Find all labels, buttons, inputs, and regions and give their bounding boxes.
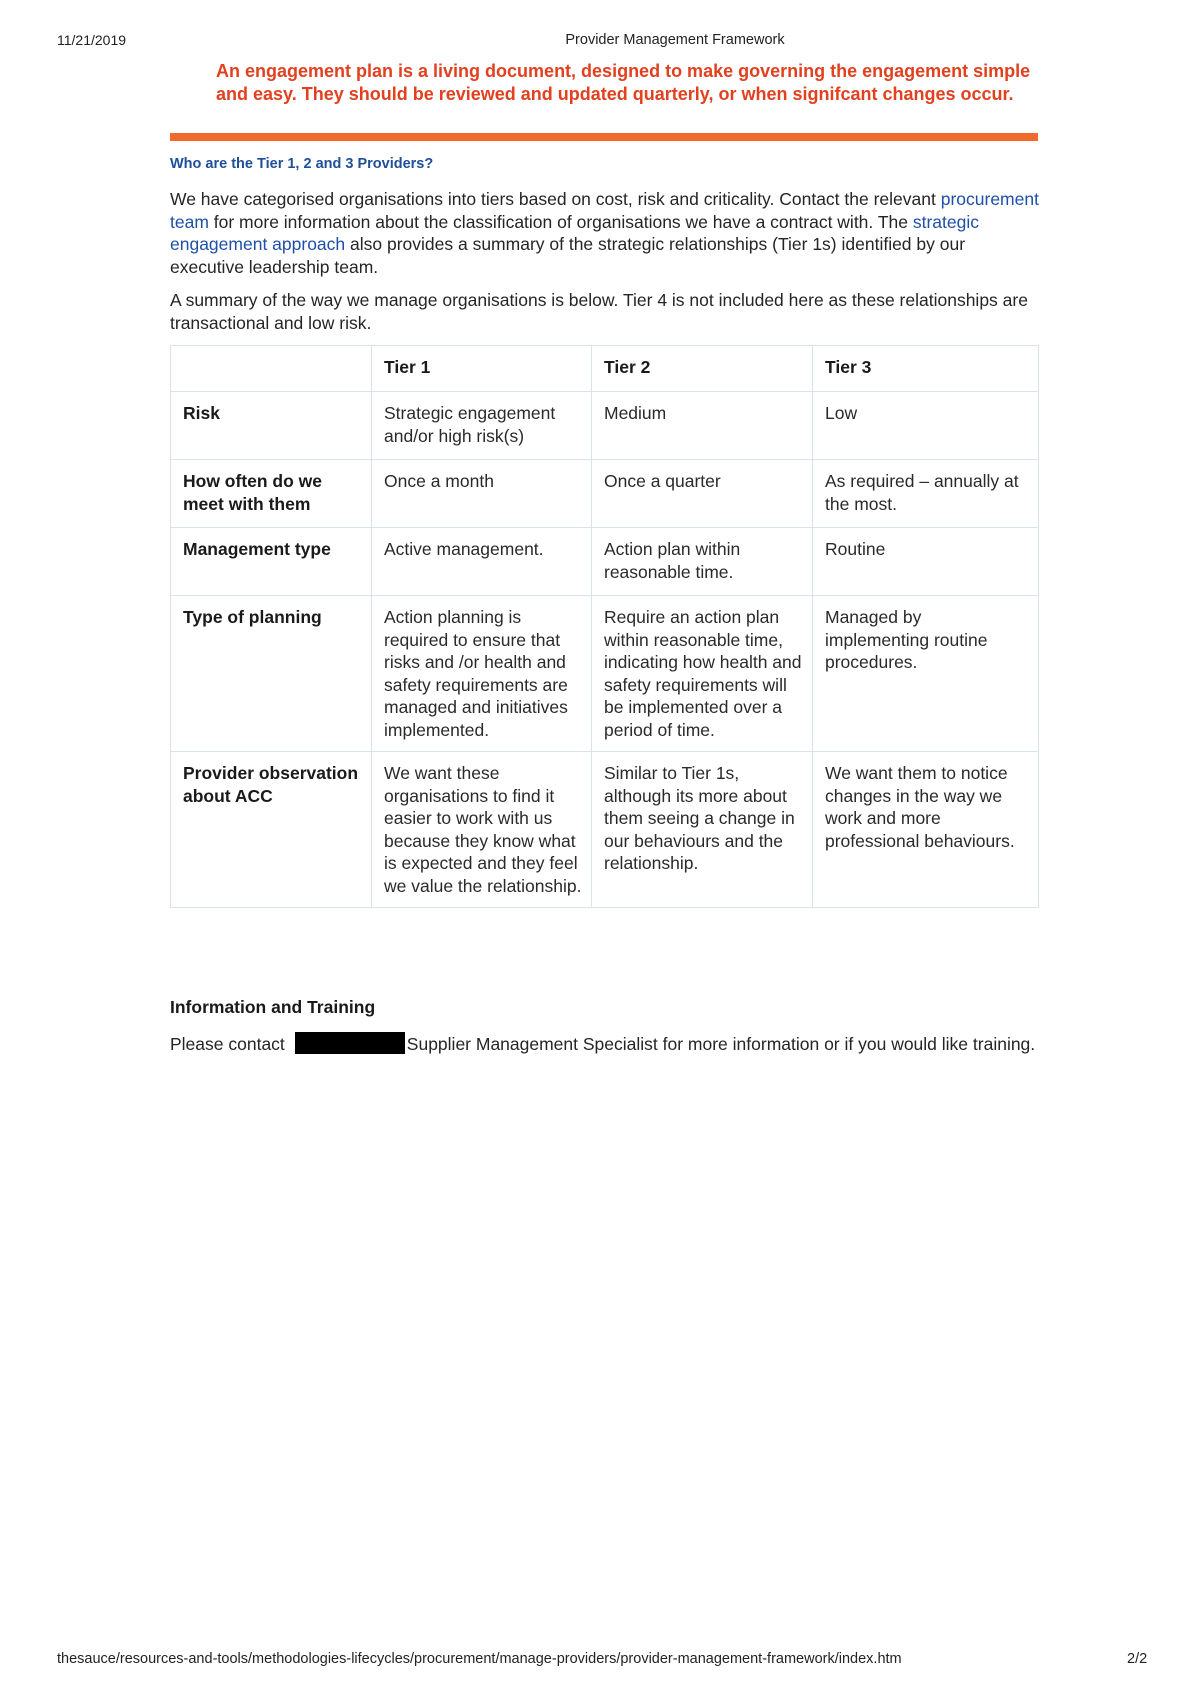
table-cell: Similar to Tier 1s, although its more about them seeing a change in our behaviours and the relationship. (592, 752, 813, 908)
procurement-team-link[interactable]: procurement team (170, 189, 1039, 232)
table-cell: We want them to notice changes in the way we work and more professional behaviours. (813, 752, 1039, 908)
callout-divider (170, 133, 1038, 141)
table-cell: Require an action plan within reasonable time, indicating how health and safety requirements will be implemented over a period of time. (592, 596, 813, 752)
strategic-engagement-link[interactable]: strategic engagement approach (170, 211, 979, 254)
page-title: Provider Management Framework (565, 32, 785, 48)
header-cell-tier-3: Tier 3 (813, 346, 1039, 392)
page-number: 2/2 (1127, 1651, 1148, 1667)
row-label: How often do we meet with them (171, 460, 372, 528)
table-cell: Low (813, 392, 1039, 460)
intro-text-2: for more information about the classification of organisations we have a contract with. The (208, 211, 913, 232)
table-row-meeting-frequency (171, 460, 1039, 528)
table-row-type-of-planning (171, 596, 1039, 752)
redacted-name-block (295, 1032, 405, 1054)
intro-text-3: also provides a summary of the strategic relationships (Tier 1s) identified by our executive leadership team. (170, 234, 966, 277)
table-header-row (171, 346, 1039, 392)
table-cell: Once a quarter (592, 460, 813, 528)
tier-summary-table (170, 345, 1039, 908)
header-cell-tier-2: Tier 2 (592, 346, 813, 392)
contact-paragraph (170, 1032, 1050, 1056)
row-label: Type of planning (171, 596, 372, 752)
table-cell: Managed by implementing routine procedures. (813, 596, 1039, 752)
table-row-provider-observation (171, 752, 1039, 908)
header-cell-empty (171, 346, 372, 392)
row-label: Provider observation about ACC (171, 752, 372, 908)
information-training-heading: Information and Training (170, 997, 376, 1017)
table-cell: Active management. (372, 528, 592, 596)
tier-providers-heading: Who are the Tier 1, 2 and 3 Providers? (170, 156, 434, 172)
header-cell-tier-1: Tier 1 (372, 346, 592, 392)
table-cell: As required – annually at the most. (813, 460, 1039, 528)
table-cell: Action planning is required to ensure that risks and /or health and safety requirements are managed and initiatives implemented. (372, 596, 592, 752)
table-row-management-type (171, 528, 1039, 596)
table-cell: Medium (592, 392, 813, 460)
tier-intro-paragraph (170, 188, 1040, 278)
engagement-plan-callout: An engagement plan is a living document, designed to make governing the engagement simple and easy. They should be reviewed and updated quarterly, or when signifcant changes occur. (216, 61, 1031, 104)
table-row-risk (171, 392, 1039, 460)
footer-url: thesauce/resources-and-tools/methodologies-lifecycles/procurement/manage-providers/provider-management-framework/index.htm (57, 1651, 902, 1667)
table-cell: Once a month (372, 460, 592, 528)
summary-paragraph: A summary of the way we manage organisations is below. Tier 4 is not included here as these relationships are transactional and low risk. (170, 290, 1028, 333)
contact-text-2: Supplier Management Specialist for more information or if you would like training. (406, 1034, 1036, 1054)
contact-text-1: Please contact (170, 1034, 285, 1054)
table-cell: Action plan within reasonable time. (592, 528, 813, 596)
row-label: Management type (171, 528, 372, 596)
print-date: 11/21/2019 (57, 32, 127, 48)
intro-text-1: We have categorised organisations into tiers based on cost, risk and criticality. Contact the relevant (170, 189, 941, 209)
table-cell: Routine (813, 528, 1039, 596)
table-cell: We want these organisations to find it easier to work with us because they know what is expected and they feel we value the relationship. (372, 752, 592, 908)
table-cell: Strategic engagement and/or high risk(s) (372, 392, 592, 460)
row-label: Risk (171, 392, 372, 460)
